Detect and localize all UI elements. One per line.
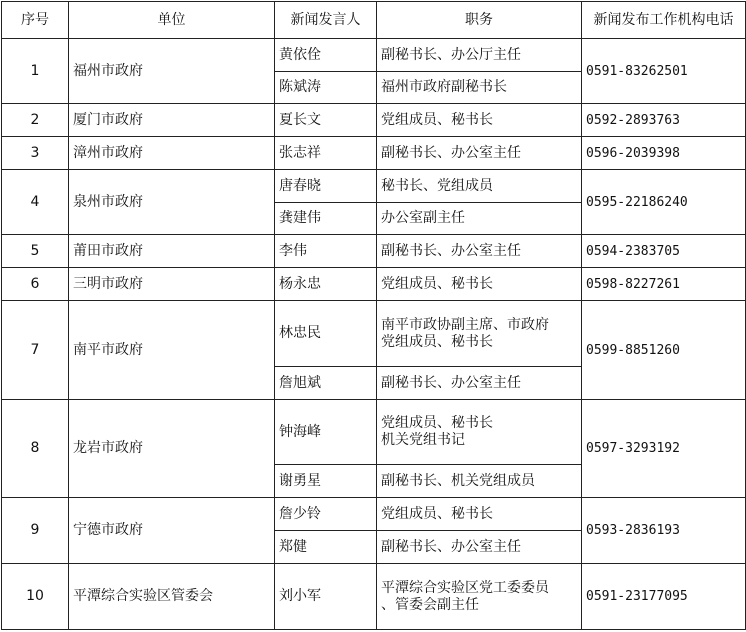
header-spokesperson: 新闻发言人 [275, 2, 377, 39]
unit-name: 漳州市政府 [69, 137, 275, 170]
unit-name: 莆田市政府 [69, 235, 275, 268]
spokesperson-name: 龚建伟 [275, 203, 377, 235]
position-cell [377, 564, 582, 630]
position-text: 副秘书长、办公室主任 [381, 538, 521, 555]
table-row [2, 400, 746, 465]
position-text: 党组成员、秘书长 [381, 111, 493, 128]
position-text: 南平市政协副主席、市政府 党组成员、秘书长 [381, 316, 549, 350]
spokesperson-name: 谢勇星 [275, 465, 377, 498]
phone-number: 0597-3293192 [582, 400, 746, 498]
position-cell [377, 170, 582, 203]
position-cell [377, 137, 582, 170]
header-index: 序号 [2, 2, 69, 39]
spokesperson-table [1, 1, 746, 630]
spokesperson-name: 刘小军 [275, 564, 377, 630]
position-cell [377, 268, 582, 301]
position-text: 党组成员、秘书长 [381, 275, 493, 292]
position-cell [377, 367, 582, 400]
position-cell [377, 498, 582, 531]
phone-number: 0594-2383705 [582, 235, 746, 268]
row-index: 5 [2, 235, 69, 268]
position-text: 副秘书长、办公室主任 [381, 374, 521, 391]
phone-number: 0592-2893763 [582, 104, 746, 137]
row-index: 10 [2, 564, 69, 630]
position-text: 副秘书长、机关党组成员 [381, 472, 535, 489]
spokesperson-name: 夏长文 [275, 104, 377, 137]
position-cell [377, 235, 582, 268]
table-row [2, 39, 746, 72]
row-index: 2 [2, 104, 69, 137]
phone-number: 0591-83262501 [582, 39, 746, 104]
table-row [2, 301, 746, 367]
row-index: 8 [2, 400, 69, 498]
position-text: 副秘书长、办公室主任 [381, 242, 521, 259]
table-row [2, 170, 746, 203]
row-index: 9 [2, 498, 69, 564]
spokesperson-name: 林忠民 [275, 301, 377, 367]
position-cell [377, 301, 582, 367]
phone-number: 0591-23177095 [582, 564, 746, 630]
spokesperson-name: 李伟 [275, 235, 377, 268]
row-index: 4 [2, 170, 69, 235]
position-cell [377, 72, 582, 104]
table-row [2, 498, 746, 531]
unit-name: 宁德市政府 [69, 498, 275, 564]
row-index: 6 [2, 268, 69, 301]
phone-number: 0593-2836193 [582, 498, 746, 564]
spokesperson-name: 钟海峰 [275, 400, 377, 465]
unit-name: 泉州市政府 [69, 170, 275, 235]
phone-number: 0599-8851260 [582, 301, 746, 400]
header-phone: 新闻发布工作机构电话 [582, 2, 746, 39]
position-text: 党组成员、秘书长 机关党组书记 [381, 415, 493, 448]
table-row [2, 137, 746, 170]
position-cell [377, 39, 582, 72]
table-row [2, 564, 746, 630]
header-position: 职务 [377, 2, 582, 39]
position-text: 党组成员、秘书长 [381, 505, 493, 522]
phone-number: 0598-8227261 [582, 268, 746, 301]
spokesperson-name: 詹少铃 [275, 498, 377, 531]
header-unit: 单位 [69, 2, 275, 39]
unit-name: 厦门市政府 [69, 104, 275, 137]
position-text: 秘书长、党组成员 [381, 177, 493, 194]
table-row [2, 104, 746, 137]
spokesperson-name: 郑健 [275, 531, 377, 564]
row-index: 1 [2, 39, 69, 104]
spokesperson-name: 杨永忠 [275, 268, 377, 301]
position-cell [377, 104, 582, 137]
unit-name: 龙岩市政府 [69, 400, 275, 498]
unit-name: 南平市政府 [69, 301, 275, 400]
position-cell [377, 400, 582, 465]
row-index: 3 [2, 137, 69, 170]
position-cell [377, 465, 582, 498]
phone-number: 0595-22186240 [582, 170, 746, 235]
unit-name: 平潭综合实验区管委会 [69, 564, 275, 630]
table-row [2, 268, 746, 301]
table-row [2, 235, 746, 268]
spokesperson-name: 唐春晓 [275, 170, 377, 203]
row-index: 7 [2, 301, 69, 400]
position-text: 办公室副主任 [381, 210, 465, 226]
position-cell [377, 531, 582, 564]
position-text: 副秘书长、办公厅主任 [381, 46, 521, 63]
table-body [2, 39, 746, 630]
phone-number: 0596-2039398 [582, 137, 746, 170]
header-row [2, 2, 746, 39]
spokesperson-name: 黄依佺 [275, 39, 377, 72]
position-cell [377, 203, 582, 235]
unit-name: 三明市政府 [69, 268, 275, 301]
position-text: 平潭综合实验区党工委委员 、管委会副主任 [381, 579, 549, 613]
spokesperson-name: 詹旭斌 [275, 367, 377, 400]
spokesperson-name: 张志祥 [275, 137, 377, 170]
spokesperson-name: 陈斌涛 [275, 72, 377, 104]
position-text: 福州市政府副秘书长 [381, 79, 507, 95]
unit-name: 福州市政府 [69, 39, 275, 104]
position-text: 副秘书长、办公室主任 [381, 144, 521, 161]
